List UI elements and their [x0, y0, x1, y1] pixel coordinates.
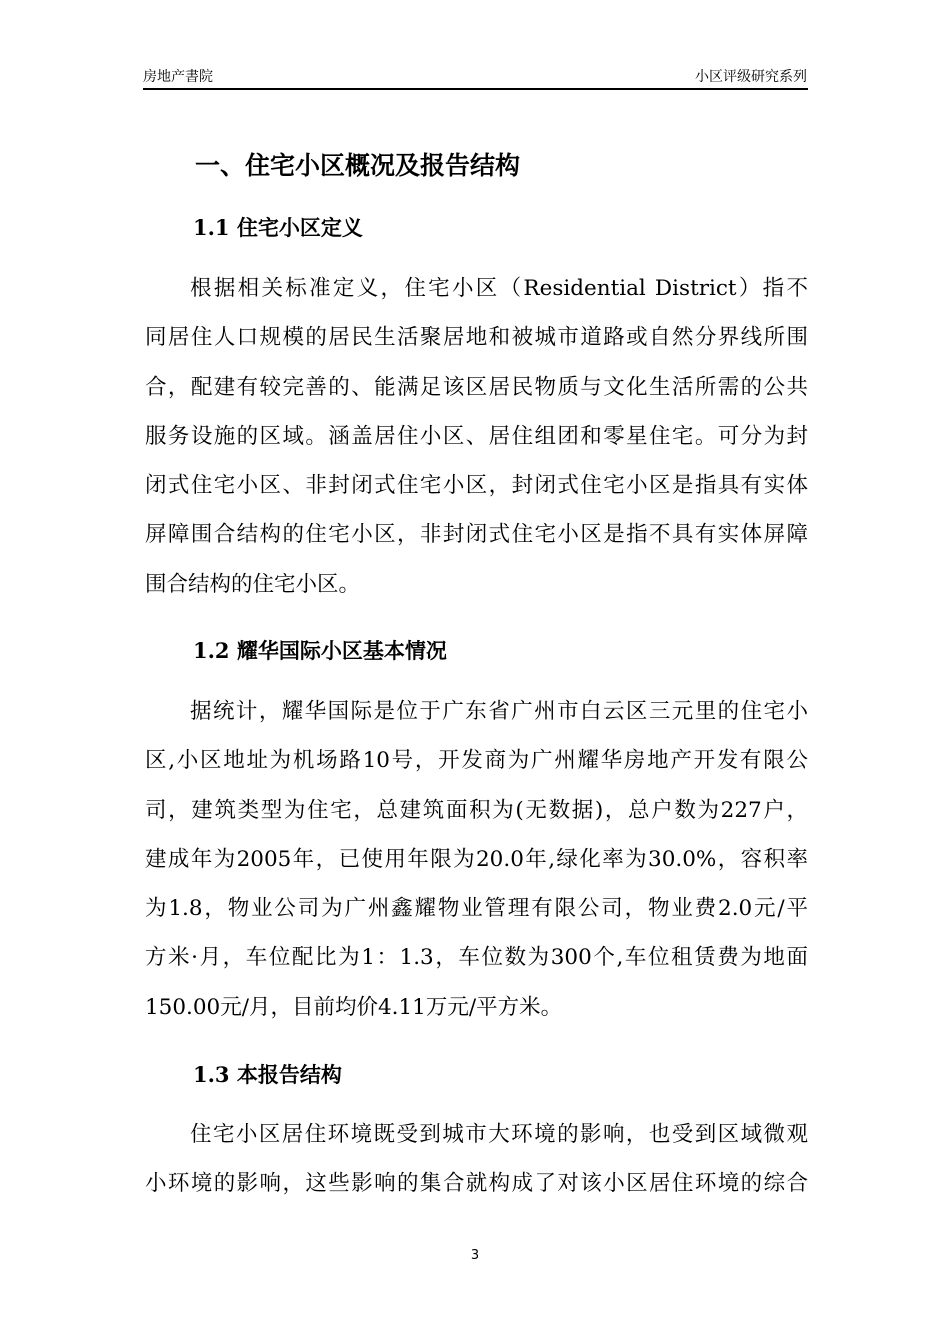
text-line: 建成年为2005年，已使用年限为20.0年,绿化率为30.0%，容积率 — [145, 846, 808, 872]
text-line: 服务设施的区域。涵盖居住小区、居住组团和零星住宅。可分为封 — [145, 423, 808, 449]
section-heading-1-1: 1.1 住宅小区定义 — [193, 215, 363, 240]
text-line: 合，配建有较完善的、能满足该区居民物质与文化生活所需的公共 — [145, 374, 808, 400]
section-heading-1-2: 1.2 耀华国际小区基本情况 — [193, 638, 447, 663]
text-line: 区,小区地址为机场路10号，开发商为广州耀华房地产开发有限公 — [145, 748, 808, 774]
text-line: 为1.8，物业公司为广州鑫耀物业管理有限公司，物业费2.0元/平 — [145, 896, 808, 922]
text-line: 方米·月，车位配比为1：1.3，车位数为300个,车位租赁费为地面 — [145, 945, 808, 971]
header-right-series: 小区评级研究系列 — [695, 69, 807, 85]
section-paragraph-1-3 — [145, 1110, 808, 1209]
chapter-title: 一、住宅小区概况及报告结构 — [195, 151, 521, 180]
text-line: 司，建筑类型为住宅，总建筑面积为(无数据)，总户数为227户， — [145, 797, 808, 823]
page-number: 3 — [470, 1248, 480, 1263]
header-rule — [143, 88, 808, 90]
section-paragraph-1-2 — [145, 687, 808, 1032]
header-left-brand: 房地产書院 — [143, 69, 213, 85]
text-line: 住宅小区居住环境既受到城市大环境的影响，也受到区域微观 — [190, 1122, 808, 1147]
text-line: 同居住人口规模的居民生活聚居地和被城市道路或自然分界线所围 — [145, 325, 808, 351]
text-line: 根据相关标准定义，住宅小区（Residential District）指不 — [190, 276, 808, 301]
section-heading-1-3: 1.3 本报告结构 — [193, 1062, 342, 1087]
text-line: 闭式住宅小区、非封闭式住宅小区，封闭式住宅小区是指具有实体 — [145, 473, 808, 499]
text-line: 屏障围合结构的住宅小区，非封闭式住宅小区是指不具有实体屏障 — [145, 522, 808, 548]
section-paragraph-1-1 — [145, 264, 808, 609]
text-line: 150.00元/月，目前均价4.11万元/平方米。 — [145, 994, 563, 1020]
text-line: 小环境的影响，这些影响的集合就构成了对该小区居住环境的综合 — [145, 1171, 808, 1197]
text-line: 据统计，耀华国际是位于广东省广州市白云区三元里的住宅小 — [190, 699, 808, 724]
text-line: 围合结构的住宅小区。 — [145, 571, 361, 597]
